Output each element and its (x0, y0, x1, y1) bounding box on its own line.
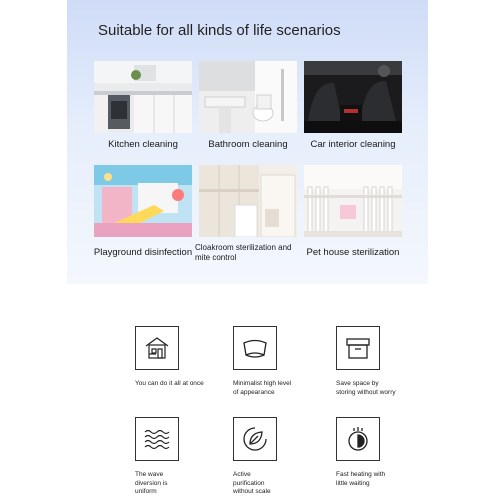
scenarios-panel (67, 0, 428, 284)
bathroom-photo (199, 61, 297, 133)
feature-text: The wave diversion is uniform (135, 471, 168, 495)
headline: Suitable for all kinds of life scenarios (98, 22, 341, 39)
scenario-pet-house (304, 165, 402, 258)
storage-box-icon (336, 326, 380, 370)
feature-text: Fast heating with little waiting (336, 471, 386, 487)
scenario-car-interior (304, 61, 402, 150)
house-icon (135, 326, 179, 370)
scenario-bathroom (199, 61, 297, 150)
playground-photo (94, 165, 192, 237)
feature-text: You can do it all at once (135, 380, 204, 387)
scenario-caption: Kitchen cleaning (108, 139, 178, 150)
scenario-caption: Playground disinfection (93, 247, 193, 258)
feature-text: Save space by storing without worry (336, 380, 396, 396)
scenario-caption: Cloakroom sterilization and mite control (195, 243, 292, 262)
car-interior-photo (304, 61, 402, 133)
feature-text: Minimalist high level of appearance (233, 380, 292, 396)
device-outline-icon (233, 326, 277, 370)
scenario-kitchen (94, 61, 192, 150)
scenario-playground (93, 165, 193, 258)
scenario-caption: Bathroom cleaning (208, 139, 288, 150)
feature-text: Active purification without scale (233, 471, 271, 495)
timer-heat-icon (336, 417, 380, 461)
pet-house-photo (304, 165, 402, 237)
scenario-caption: Car interior cleaning (310, 139, 396, 150)
scenario-cloakroom (195, 165, 297, 262)
cloakroom-photo (199, 165, 297, 237)
scenario-caption: Pet house sterilization (306, 247, 400, 258)
waves-icon (135, 417, 179, 461)
leaf-icon (233, 417, 277, 461)
kitchen-photo (94, 61, 192, 133)
